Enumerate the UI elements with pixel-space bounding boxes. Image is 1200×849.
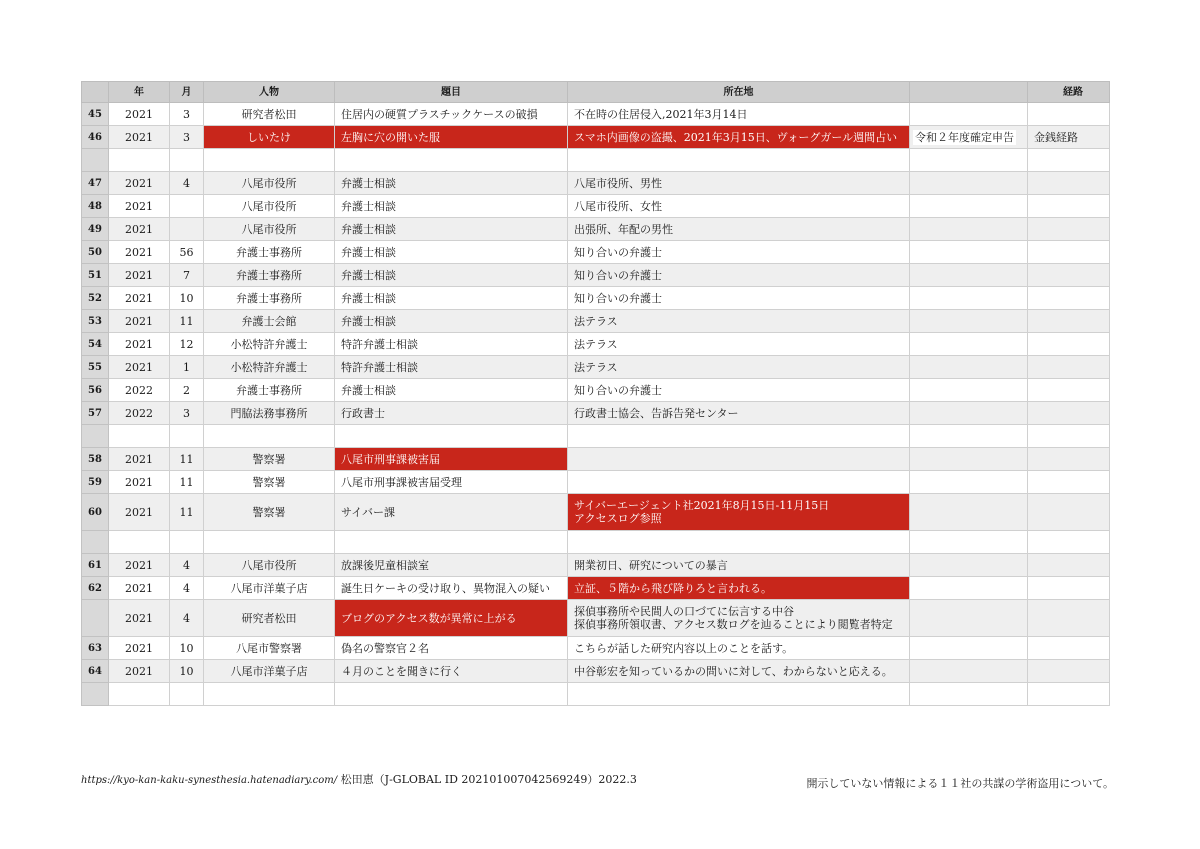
row-number-cell: 58 xyxy=(82,448,109,471)
row-number-cell: 56 xyxy=(82,379,109,402)
row-number-cell: 50 xyxy=(82,241,109,264)
table-body xyxy=(82,103,1110,706)
year-cell: 2021 xyxy=(109,218,170,241)
month-cell: 2 xyxy=(170,379,204,402)
year-cell: 2021 xyxy=(109,241,170,264)
header-cell-route: 経路 xyxy=(1028,82,1110,103)
table-row xyxy=(82,600,1110,637)
route-cell xyxy=(1028,531,1110,554)
year-cell: 2022 xyxy=(109,402,170,425)
year-cell xyxy=(109,531,170,554)
data-table xyxy=(81,81,1110,706)
person-cell: 警察署 xyxy=(204,494,335,531)
table-row xyxy=(82,577,1110,600)
month-cell: 3 xyxy=(170,126,204,149)
header-cell xyxy=(82,82,109,103)
location-cell xyxy=(568,448,910,471)
table-row xyxy=(82,494,1110,531)
route-cell xyxy=(1028,356,1110,379)
location-cell: 知り合いの弁護士 xyxy=(568,241,910,264)
row-number-cell: 57 xyxy=(82,402,109,425)
note-cell xyxy=(910,218,1028,241)
location-cell: 知り合いの弁護士 xyxy=(568,287,910,310)
boxed-label: 令和２年度確定申告 xyxy=(915,130,1014,144)
location-cell: スマホ内画像の盗撮、2021年3月15日、ヴォーグガール週間占い xyxy=(568,126,910,149)
note-cell xyxy=(910,471,1028,494)
person-cell: 弁護士事務所 xyxy=(204,241,335,264)
route-cell xyxy=(1028,264,1110,287)
table-row xyxy=(82,660,1110,683)
row-number-cell: 53 xyxy=(82,310,109,333)
month-cell xyxy=(170,683,204,706)
year-cell: 2021 xyxy=(109,264,170,287)
person-cell: 八尾市役所 xyxy=(204,195,335,218)
route-cell xyxy=(1028,600,1110,637)
note-cell xyxy=(910,126,1028,149)
subject-cell: ブログのアクセス数が異常に上がる xyxy=(335,600,568,637)
person-cell: 警察署 xyxy=(204,471,335,494)
person-cell: 八尾市洋菓子店 xyxy=(204,660,335,683)
year-cell: 2021 xyxy=(109,600,170,637)
table-row xyxy=(82,218,1110,241)
location-cell xyxy=(568,683,910,706)
row-number-cell xyxy=(82,531,109,554)
table-row xyxy=(82,149,1110,172)
month-cell: 3 xyxy=(170,103,204,126)
row-number-cell: 64 xyxy=(82,660,109,683)
route-cell xyxy=(1028,683,1110,706)
person-cell: 弁護士会館 xyxy=(204,310,335,333)
location-cell xyxy=(568,494,910,531)
subject-cell: ４月のことを聞きに行く xyxy=(335,660,568,683)
subject-cell: 八尾市刑事課被害届 xyxy=(335,448,568,471)
route-cell xyxy=(1028,287,1110,310)
table-row xyxy=(82,637,1110,660)
location-cell: 法テラス xyxy=(568,356,910,379)
row-number-cell: 55 xyxy=(82,356,109,379)
table-row xyxy=(82,241,1110,264)
header-cell-person: 人物 xyxy=(204,82,335,103)
row-number-cell: 48 xyxy=(82,195,109,218)
table-row xyxy=(82,195,1110,218)
note-cell xyxy=(910,600,1028,637)
subject-cell: 誕生日ケーキの受け取り、異物混入の疑い xyxy=(335,577,568,600)
month-cell: 7 xyxy=(170,264,204,287)
table-row xyxy=(82,103,1110,126)
cell-line: アクセスログ参照 xyxy=(574,512,662,525)
note-cell xyxy=(910,356,1028,379)
person-cell: 八尾市役所 xyxy=(204,218,335,241)
route-cell xyxy=(1028,660,1110,683)
route-cell xyxy=(1028,149,1110,172)
subject-cell: 弁護士相談 xyxy=(335,287,568,310)
note-cell xyxy=(910,637,1028,660)
note-cell xyxy=(910,287,1028,310)
route-cell xyxy=(1028,379,1110,402)
subject-cell: 弁護士相談 xyxy=(335,241,568,264)
location-cell: 八尾市役所、女性 xyxy=(568,195,910,218)
person-cell: 八尾市警察署 xyxy=(204,637,335,660)
year-cell: 2021 xyxy=(109,195,170,218)
person-cell: 弁護士事務所 xyxy=(204,379,335,402)
month-cell: 11 xyxy=(170,494,204,531)
location-cell: 中谷彰宏を知っているかの問いに対して、わからないと応える。 xyxy=(568,660,910,683)
year-cell xyxy=(109,683,170,706)
year-cell: 2021 xyxy=(109,577,170,600)
row-number-cell: 61 xyxy=(82,554,109,577)
header-cell-subject: 題目 xyxy=(335,82,568,103)
subject-cell: 偽名の警察官２名 xyxy=(335,637,568,660)
year-cell: 2021 xyxy=(109,637,170,660)
subject-cell: 弁護士相談 xyxy=(335,218,568,241)
month-cell xyxy=(170,218,204,241)
note-cell xyxy=(910,425,1028,448)
header-cell-month: 月 xyxy=(170,82,204,103)
note-cell xyxy=(910,241,1028,264)
table-row xyxy=(82,356,1110,379)
person-cell: 研究者松田 xyxy=(204,600,335,637)
table-row xyxy=(82,683,1110,706)
month-cell xyxy=(170,195,204,218)
month-cell xyxy=(170,531,204,554)
month-cell: 1 xyxy=(170,356,204,379)
person-cell: 研究者松田 xyxy=(204,103,335,126)
cell-line: サイバーエージェント社2021年8月15日-11月15日 xyxy=(574,499,830,512)
month-cell: 3 xyxy=(170,402,204,425)
year-cell: 2021 xyxy=(109,172,170,195)
note-cell xyxy=(910,264,1028,287)
subject-cell: 左胸に穴の開いた服 xyxy=(335,126,568,149)
note-cell xyxy=(910,172,1028,195)
year-cell: 2021 xyxy=(109,126,170,149)
subject-cell: 住居内の硬質プラスチックケースの破損 xyxy=(335,103,568,126)
year-cell: 2021 xyxy=(109,287,170,310)
table-row xyxy=(82,172,1110,195)
person-cell: しいたけ xyxy=(204,126,335,149)
route-cell xyxy=(1028,103,1110,126)
note-cell xyxy=(910,577,1028,600)
row-number-cell: 47 xyxy=(82,172,109,195)
note-cell xyxy=(910,149,1028,172)
row-number-cell: 46 xyxy=(82,126,109,149)
footer-left xyxy=(81,771,637,787)
year-cell xyxy=(109,425,170,448)
route-cell xyxy=(1028,471,1110,494)
month-cell: 4 xyxy=(170,554,204,577)
year-cell: 2021 xyxy=(109,554,170,577)
person-cell xyxy=(204,425,335,448)
year-cell: 2021 xyxy=(109,333,170,356)
month-cell: 4 xyxy=(170,172,204,195)
route-cell xyxy=(1028,637,1110,660)
note-cell xyxy=(910,683,1028,706)
year-cell: 2021 xyxy=(109,310,170,333)
location-cell: 不在時の住居侵入,2021年3月14日 xyxy=(568,103,910,126)
footer-right-text: 開示していない情報による１１社の共謀の学術盗用について。 xyxy=(806,777,1114,790)
subject-cell: 特許弁護士相談 xyxy=(335,333,568,356)
table-row xyxy=(82,126,1110,149)
route-cell xyxy=(1028,218,1110,241)
row-number-cell: 52 xyxy=(82,287,109,310)
year-cell xyxy=(109,149,170,172)
location-cell xyxy=(568,425,910,448)
subject-cell: 行政書士 xyxy=(335,402,568,425)
location-cell xyxy=(568,471,910,494)
location-cell: 法テラス xyxy=(568,333,910,356)
person-cell: 八尾市役所 xyxy=(204,554,335,577)
subject-cell: 放課後児童相談室 xyxy=(335,554,568,577)
row-number-cell: 49 xyxy=(82,218,109,241)
note-cell xyxy=(910,554,1028,577)
subject-cell: 八尾市刑事課被害届受理 xyxy=(335,471,568,494)
subject-cell: 弁護士相談 xyxy=(335,379,568,402)
location-cell: 出張所、年配の男性 xyxy=(568,218,910,241)
person-cell xyxy=(204,531,335,554)
header-cell-location: 所在地 xyxy=(568,82,910,103)
route-cell xyxy=(1028,448,1110,471)
route-cell xyxy=(1028,402,1110,425)
subject-cell: サイバー課 xyxy=(335,494,568,531)
subject-cell xyxy=(335,683,568,706)
row-number-cell xyxy=(82,425,109,448)
subject-cell: 弁護士相談 xyxy=(335,195,568,218)
route-cell xyxy=(1028,425,1110,448)
route-cell: 金銭経路 xyxy=(1028,126,1110,149)
row-number-cell: 54 xyxy=(82,333,109,356)
note-cell xyxy=(910,379,1028,402)
year-cell: 2021 xyxy=(109,103,170,126)
route-cell xyxy=(1028,554,1110,577)
subject-cell xyxy=(335,425,568,448)
year-cell: 2022 xyxy=(109,379,170,402)
footer-url[interactable]: https://kyo-kan-kaku-synesthesia.hatenadiary.com/ xyxy=(81,775,338,786)
location-cell: 法テラス xyxy=(568,310,910,333)
table-row xyxy=(82,264,1110,287)
location-cell: 知り合いの弁護士 xyxy=(568,379,910,402)
route-cell xyxy=(1028,310,1110,333)
location-cell: 知り合いの弁護士 xyxy=(568,264,910,287)
person-cell: 小松特許弁護士 xyxy=(204,333,335,356)
month-cell: 10 xyxy=(170,660,204,683)
row-number-cell: 59 xyxy=(82,471,109,494)
month-cell: 10 xyxy=(170,637,204,660)
route-cell xyxy=(1028,333,1110,356)
route-cell xyxy=(1028,172,1110,195)
table-row xyxy=(82,402,1110,425)
person-cell: 八尾市役所 xyxy=(204,172,335,195)
table-row xyxy=(82,287,1110,310)
person-cell xyxy=(204,683,335,706)
subject-cell: 弁護士相談 xyxy=(335,310,568,333)
location-cell: 八尾市役所、男性 xyxy=(568,172,910,195)
row-number-cell: 60 xyxy=(82,494,109,531)
note-cell xyxy=(910,402,1028,425)
note-cell xyxy=(910,448,1028,471)
row-number-cell: 45 xyxy=(82,103,109,126)
month-cell xyxy=(170,425,204,448)
row-number-cell xyxy=(82,600,109,637)
month-cell xyxy=(170,149,204,172)
note-cell xyxy=(910,531,1028,554)
subject-cell: 弁護士相談 xyxy=(335,172,568,195)
table-row xyxy=(82,471,1110,494)
table-row xyxy=(82,554,1110,577)
row-number-cell: 63 xyxy=(82,637,109,660)
footer-author: 松田恵（J-GLOBAL ID 202101007042569249）2022.3 xyxy=(340,773,637,786)
person-cell: 小松特許弁護士 xyxy=(204,356,335,379)
header-row xyxy=(82,82,1110,103)
table-row xyxy=(82,310,1110,333)
month-cell: 11 xyxy=(170,448,204,471)
subject-cell: 特許弁護士相談 xyxy=(335,356,568,379)
subject-cell: 弁護士相談 xyxy=(335,264,568,287)
month-cell: 10 xyxy=(170,287,204,310)
location-cell xyxy=(568,600,910,637)
person-cell: 警察署 xyxy=(204,448,335,471)
location-cell xyxy=(568,149,910,172)
subject-cell xyxy=(335,531,568,554)
note-cell xyxy=(910,494,1028,531)
month-cell: 11 xyxy=(170,471,204,494)
table-row xyxy=(82,531,1110,554)
person-cell: 弁護士事務所 xyxy=(204,264,335,287)
person-cell: 門脇法務事務所 xyxy=(204,402,335,425)
header-cell xyxy=(910,82,1028,103)
year-cell: 2021 xyxy=(109,471,170,494)
note-cell xyxy=(910,195,1028,218)
person-cell: 八尾市洋菓子店 xyxy=(204,577,335,600)
cell-line: 探偵事務所領収書、アクセス数ログを辿ることにより閲覧者特定 xyxy=(574,618,893,631)
location-cell xyxy=(568,531,910,554)
note-cell xyxy=(910,103,1028,126)
route-cell xyxy=(1028,494,1110,531)
note-cell xyxy=(910,333,1028,356)
location-cell: 開業初日、研究についての暴言 xyxy=(568,554,910,577)
row-number-cell xyxy=(82,683,109,706)
location-cell: こちらが話した研究内容以上のことを話す。 xyxy=(568,637,910,660)
month-cell: 56 xyxy=(170,241,204,264)
route-cell xyxy=(1028,241,1110,264)
route-cell xyxy=(1028,195,1110,218)
location-cell: 立証、５階から飛び降りろと言われる。 xyxy=(568,577,910,600)
person-cell: 弁護士事務所 xyxy=(204,287,335,310)
month-cell: 4 xyxy=(170,600,204,637)
table-row xyxy=(82,448,1110,471)
table-row xyxy=(82,425,1110,448)
year-cell: 2021 xyxy=(109,660,170,683)
header-cell-year: 年 xyxy=(109,82,170,103)
row-number-cell xyxy=(82,149,109,172)
month-cell: 12 xyxy=(170,333,204,356)
route-cell xyxy=(1028,577,1110,600)
month-cell: 4 xyxy=(170,577,204,600)
table-row xyxy=(82,333,1110,356)
location-cell: 行政書士協会、告訴告発センター xyxy=(568,402,910,425)
row-number-cell: 51 xyxy=(82,264,109,287)
person-cell xyxy=(204,149,335,172)
year-cell: 2021 xyxy=(109,494,170,531)
month-cell: 11 xyxy=(170,310,204,333)
row-number-cell: 62 xyxy=(82,577,109,600)
note-cell xyxy=(910,660,1028,683)
year-cell: 2021 xyxy=(109,356,170,379)
table-row xyxy=(82,379,1110,402)
subject-cell xyxy=(335,149,568,172)
cell-line: 探偵事務所や民間人の口づてに伝言する中谷 xyxy=(574,605,794,618)
year-cell: 2021 xyxy=(109,448,170,471)
note-cell xyxy=(910,310,1028,333)
